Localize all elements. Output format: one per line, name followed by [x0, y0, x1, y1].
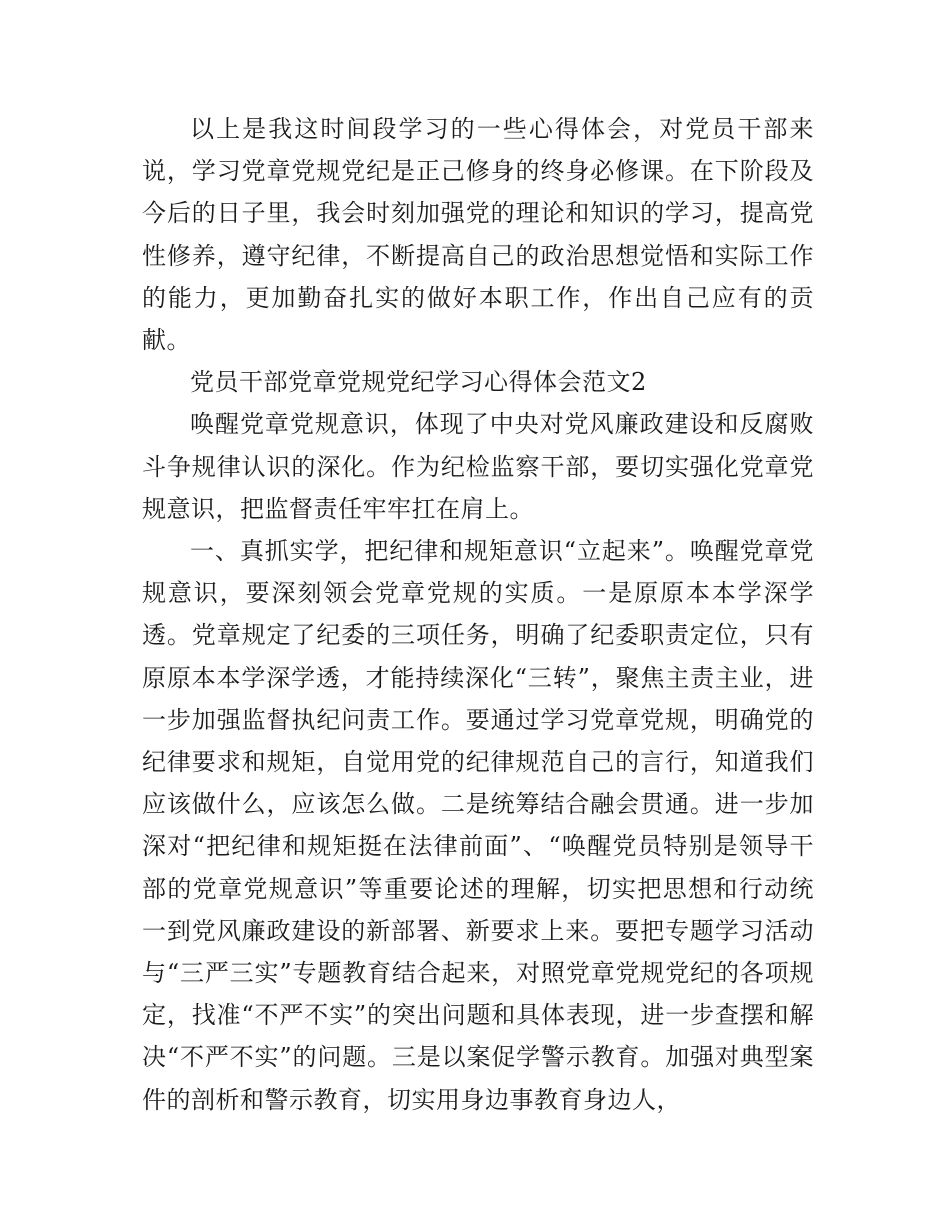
paragraph-conclusion: 以上是我这时间段学习的一些心得体会，对党员干部来说，学习党章党规党纪是正己修身的终身必修课。在下阶段及今后的日子里，我会时刻加强党的理论和知识的学习，提高党性修养，遵守纪律，不断提高自己的政治思想觉悟和实际工作的能力，更加勤奋扎实的做好本职工作，作出自己应有的贡献。	[142, 115, 814, 355]
paragraph-section-one: 一、真抓实学，把纪律和规矩意识“立起来”。唤醒党章党规意识，要深刻领会党章党规的实质。一是原原本本学深学透。党章规定了纪委的三项任务，明确了纪委职责定位，只有原原本本学深学透，才能持续深化“三转”，聚焦主责主业，进一步加强监督执纪问责工作。要通过学习党章党规，明确党的纪律要求和规矩，自觉用党的纪律规范自己的言行，知道我们应该做什么，应该怎么做。二是统筹结合融会贯通。进一步加深对“把纪律和规矩挺在法律前面”、“唤醒党员特别是领导干部的党章党规意识”等重要论述的理解，切实把思想和行动统一到党风廉政建设的新部署、新要求上来。要把专题学习活动与“三严三实”专题教育结合起来，对照党章党规党纪的各项规定，找准“不严不实”的突出问题和具体表现，进一步查摆和解决“不严不实”的问题。三是以案促学警示教育。加强对典型案件的剖析和警示教育，切实用身边事教育身边人，	[142, 537, 814, 1114]
paragraph-intro: 唤醒党章党规意识，体现了中央对党风廉政建设和反腐败斗争规律认识的深化。作为纪检监察干部，要切实强化党章党规意识，把监督责任牢牢扛在肩上。	[142, 410, 814, 523]
document-body	[142, 108, 814, 1121]
essay-title: 党员干部党章党规党纪学习心得体会范文2	[190, 368, 647, 397]
